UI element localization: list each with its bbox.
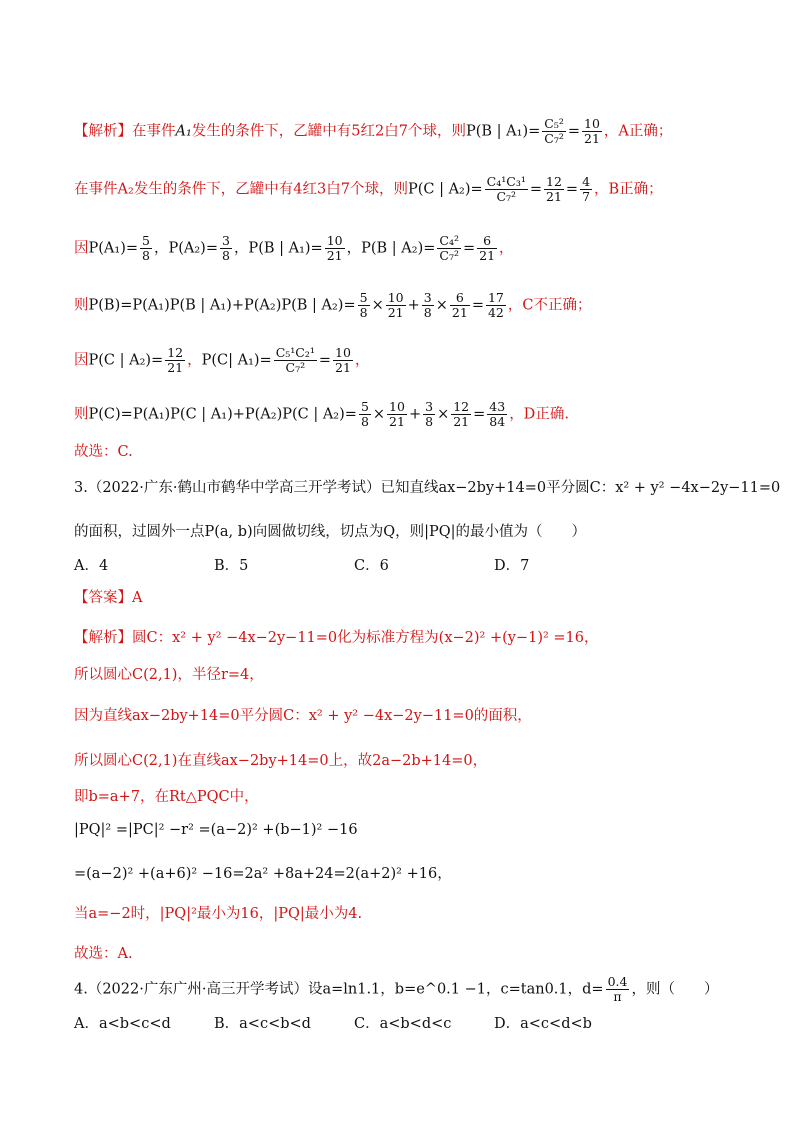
solution-line-5: 因P(C | A₂)= $\frac{12}{21}$ ，P(C| A₁)= $\frac{\text{C₅¹C₂¹}}{\text{C₇²}}$ = $\frac{10}{21}$ ，	[74, 345, 370, 375]
question-4-stem: 4.（2022·广东广州·高三开学考试）设a=ln1.1，b=e^0.1 −1，c=tan0.1，d= $\frac{0.4}{\pi}$ ，则（ ）	[74, 974, 719, 1004]
fraction: $\frac{6}{21}$	[479, 233, 496, 263]
solution-line-4: 则P(B)=P(A₁)P(B | A₁)+P(A₂)P(B | A₂)= $\frac{5}{8}$ × $\frac{10}{21}$ + $\frac{3}{8}$ × $\frac{6}{21}$ = $\frac{17}{42}$ ，C不正确；	[74, 290, 592, 320]
fraction: $\frac{5}{8}$	[142, 233, 150, 263]
fraction: $\frac{5}{8}$	[359, 290, 368, 320]
fraction: $\frac{17}{42}$	[487, 290, 504, 320]
fraction: $\frac{3}{8}$	[423, 290, 432, 320]
solution3-line-1: 【解析】圆C：x² + y² −4x−2y−11=0化为标准方程为(x−2)² +(y−1)² =16，	[74, 630, 599, 646]
solution3-line-2: 所以圆心C(2,1)，半径r=4，	[74, 667, 264, 683]
fraction: $\frac{\text{C₄²}}{\text{C₇²}}$	[439, 233, 459, 263]
solution3-line-6: |PQ|² =|PC|² −r² =(a−2)² +(b−1)² −16	[74, 822, 358, 838]
fraction: $\frac{10}{21}$	[389, 399, 405, 429]
fraction: $\frac{0.4}{\pi}$	[607, 974, 628, 1004]
question-3-stem-cont: 的面积，过圆外一点P(a, b)向圆做切线，切点为Q，则|PQ|的最小值为（ ）	[74, 524, 587, 540]
question-3-options	[74, 556, 634, 576]
solution3-line-3: 因为直线ax−2by+14=0平分圆C：x² + y² −4x−2y−11=0的面积，	[74, 708, 532, 724]
fraction: $\frac{10}{21}$	[387, 290, 404, 320]
question-4-options	[74, 1014, 634, 1034]
question-3-stem: 3.（2022·广东·鹤山市鹤华中学高三开学考试）已知直线ax−2by+14=0平分圆C：x² + y² −4x−2y−11=0	[74, 480, 781, 496]
solution3-line-9: 故选：A.	[74, 946, 133, 962]
solution-line-1: 【解析】在事件A₁发生的条件下，乙罐中有5红2白7个球，则P(B | A₁)= $\frac{\text{C₅²}}{\text{C₇²}}$ = $\frac{10}{21}$ ，A正确；	[74, 116, 673, 146]
option-b: B．a<c<b<d	[214, 1016, 311, 1032]
fraction: $\frac{3}{8}$	[425, 399, 434, 429]
option-d: D．7	[494, 558, 530, 574]
solution3-line-8: 当a=−2时，|PQ|²最小为16，|PQ|最小为4.	[74, 906, 363, 922]
solution-line-6: 则P(C)=P(A₁)P(C | A₁)+P(A₂)P(C | A₂)= $\frac{5}{8}$ × $\frac{10}{21}$ + $\frac{3}{8}$ × $\frac{12}{21}$ = $\frac{43}{84}$ ，D正确.	[74, 399, 569, 429]
fraction: $\frac{12}{21}$	[453, 399, 470, 429]
fraction: $\frac{5}{8}$	[360, 399, 369, 429]
answer-label: 【答案】A	[74, 590, 143, 606]
fraction: $\frac{6}{21}$	[451, 290, 468, 320]
fraction: $\frac{10}{21}$	[335, 345, 351, 375]
option-c: C．6	[354, 558, 389, 574]
option-b: B．5	[214, 558, 249, 574]
solution-line-3: 因P(A₁)= $\frac{5}{8}$ ，P(A₂)= $\frac{3}{8}$ ，P(B | A₁)= $\frac{10}{21}$ ，P(B | A₂)= $\frac{\text{C₄²}}{\text{C₇²}}$ = $\frac{6}{21}$ ，	[74, 233, 514, 263]
answer-choice-line: 故选：C.	[74, 444, 133, 460]
option-c: C．a<b<d<c	[354, 1016, 452, 1032]
solution3-line-7: =(a−2)² +(a+6)² −16=2a² +8a+24=2(a+2)² +16，	[74, 866, 452, 882]
fraction: $\frac{12}{21}$	[546, 174, 562, 204]
fraction: $\frac{10}{21}$	[326, 233, 343, 263]
solution3-line-4: 所以圆心C(2,1)在直线ax−2by+14=0上，故2a−2b+14=0，	[74, 753, 488, 769]
solution-line-2: 在事件A₂发生的条件下，乙罐中有4红3白7个球，则P(C | A₂)= $\frac{\text{C₄¹C₃¹}}{\text{C₇²}}$ = $\frac{12}{21}$ = $\frac{4}{7}$ ，B正确；	[74, 174, 663, 204]
fraction: $\frac{\text{C₅¹C₂¹}}{\text{C₇²}}$	[275, 345, 315, 375]
fraction: $\frac{10}{21}$	[584, 116, 600, 146]
analysis-tag: 【解析】	[74, 123, 132, 140]
option-d: D．a<c<d<b	[494, 1016, 592, 1032]
fraction: $\frac{\text{C₄¹C₃¹}}{\text{C₇²}}$	[486, 174, 526, 204]
fraction: $\frac{43}{84}$	[489, 399, 506, 429]
option-a: A．4	[74, 558, 109, 574]
option-a: A．a<b<c<d	[74, 1016, 171, 1032]
fraction: $\frac{3}{8}$	[221, 233, 230, 263]
solution3-line-5: 即b=a+7，在Rt△PQC中，	[74, 789, 259, 805]
fraction: $\frac{\text{C₅²}}{\text{C₇²}}$	[544, 116, 564, 146]
fraction: $\frac{12}{21}$	[167, 345, 184, 375]
fraction: $\frac{4}{7}$	[582, 174, 591, 204]
